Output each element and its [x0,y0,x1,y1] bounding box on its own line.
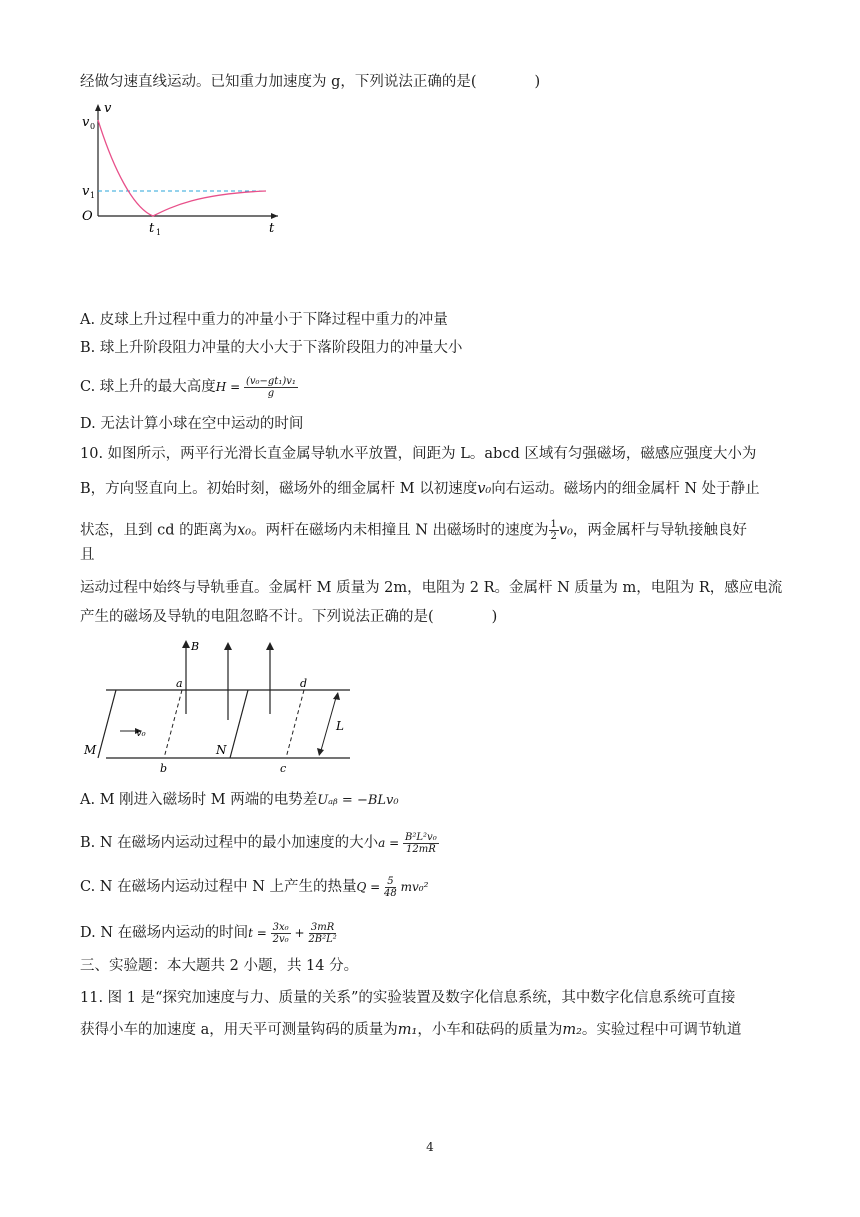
q10-option-c: C. N 在磁场内运动过程中 N 上产生的热量Q = $\frac{5}{48}$ mv₀² [80,876,429,899]
fig-label-c: c [280,762,287,775]
fig-label-L: L [336,719,344,733]
graph-origin-label: O [82,209,93,224]
q9-option-c-formula: H = $\frac{\text{(v₀−gt₁)v₁}}{g}$ [215,376,296,399]
q10-rails-figure [78,634,378,776]
graph-v1-label: v [82,184,90,199]
section-3-heading: 三、实验题：本大题共 2 小题，共 14 分。 [80,958,359,974]
fig-label-M: M [84,743,97,757]
q10-line5: 运动过程中始终与导轨垂直。金属杆 M 质量为 2m，电阻为 2 R。金属杆 N 质量为 m，电阻为 R，感应电流 [80,580,783,596]
graph-t-label: t [269,221,275,236]
q10-option-d-formula: t = $\frac{\text{3x₀}}{\text{2v₀}}$ + $\frac{3mR}{\text{2B²L²}}$ [248,922,337,945]
q9-intro: 经做匀速直线运动。已知重力加速度为 g，下列说法正确的是( ) [80,74,541,90]
q10-line2: B，方向竖直向上。初始时刻，磁场外的细金属杆 M 以初速度v₀向右运动。磁场内的细金属杆 N 处于静止 [80,481,760,497]
fig-label-d: d [300,677,308,690]
q9-option-c [80,376,298,399]
q10-v0: v₀ [477,481,492,497]
q10-option-d: D. N 在磁场内运动的时间t = $\frac{\text{3x₀}}{\text{2v₀}}$ + $\frac{3mR}{\text{2B²L²}}$ [80,922,337,945]
graph-v-label: v [104,101,112,116]
q10-option-b-formula: a = $\frac{\text{B²L²v₀}}{12mR}$ [378,832,437,855]
q11-line1: 11. 图 1 是“探究加速度与力、质量的关系”的实验装置及数字化信息系统，其中数字化信息系统可直接 [80,990,736,1006]
q9-option-c-text: C. 球上升的最大高度 [80,379,216,395]
q11-line2: 获得小车的加速度 a，用天平可测量钩码的质量为m₁，小车和砝码的质量为m₂。实验过程中可调节轨道 [80,1022,742,1038]
q10-x0: x₀ [237,522,252,539]
fig-label-v0: v₀ [136,728,146,739]
q11-m2: m₂ [562,1022,582,1038]
graph-v0-sub: 0 [90,122,96,131]
page-number: 4 [426,1140,434,1154]
q10-option-c-formula: Q = $\frac{5}{48}$ mv₀² [356,876,429,899]
fig-label-B: B [191,640,200,653]
q11-m1: m₁ [397,1022,418,1038]
fig-label-a: a [176,677,183,690]
q9-vt-graph [78,98,293,238]
q10-line4: 且 [80,547,95,563]
q9-option-b: B. 球上升阶段阻力冲量的大小大于下落阶段阻力的冲量大小 [80,340,463,356]
q10-line6: 产生的磁场及导轨的电阻忽略不计。下列说法正确的是( ) [80,609,498,625]
graph-v0-label: v [82,115,90,130]
fig-label-N: N [216,743,227,757]
q10-line1: 10. 如图所示，两平行光滑长直金属导轨水平放置，间距为 L。abcd 区域有匀强磁场，磁感应强度大小为 [80,446,757,462]
q9-option-d: D. 无法计算小球在空中运动的时间 [80,416,304,432]
q10-half: $\frac{1}{2}$ [550,519,557,542]
q10-option-a: A. M 刚进入磁场时 M 两端的电势差Uₐᵦ = −BLv₀ [80,792,399,808]
graph-t1-sub: 1 [156,228,162,237]
q10-option-b: B. N 在磁场内运动过程中的最小加速度的大小a = $\frac{\text{B²L²v₀}}{12mR}$ [80,832,437,855]
q10-option-a-formula: Uₐᵦ = −BLv₀ [317,793,399,808]
fig-label-b: b [160,762,168,775]
q10-line3: 状态，且到 cd 的距离为x₀。两杆在磁场内未相撞且 N 出磁场时的速度为 $\frac{1}{2}$ v₀，两金属杆与导轨接触良好 [80,519,747,542]
graph-v1-sub: 1 [90,191,96,200]
q9-option-a: A. 皮球上升过程中重力的冲量小于下降过程中重力的冲量 [80,312,448,328]
graph-t1-label: t [149,221,155,236]
